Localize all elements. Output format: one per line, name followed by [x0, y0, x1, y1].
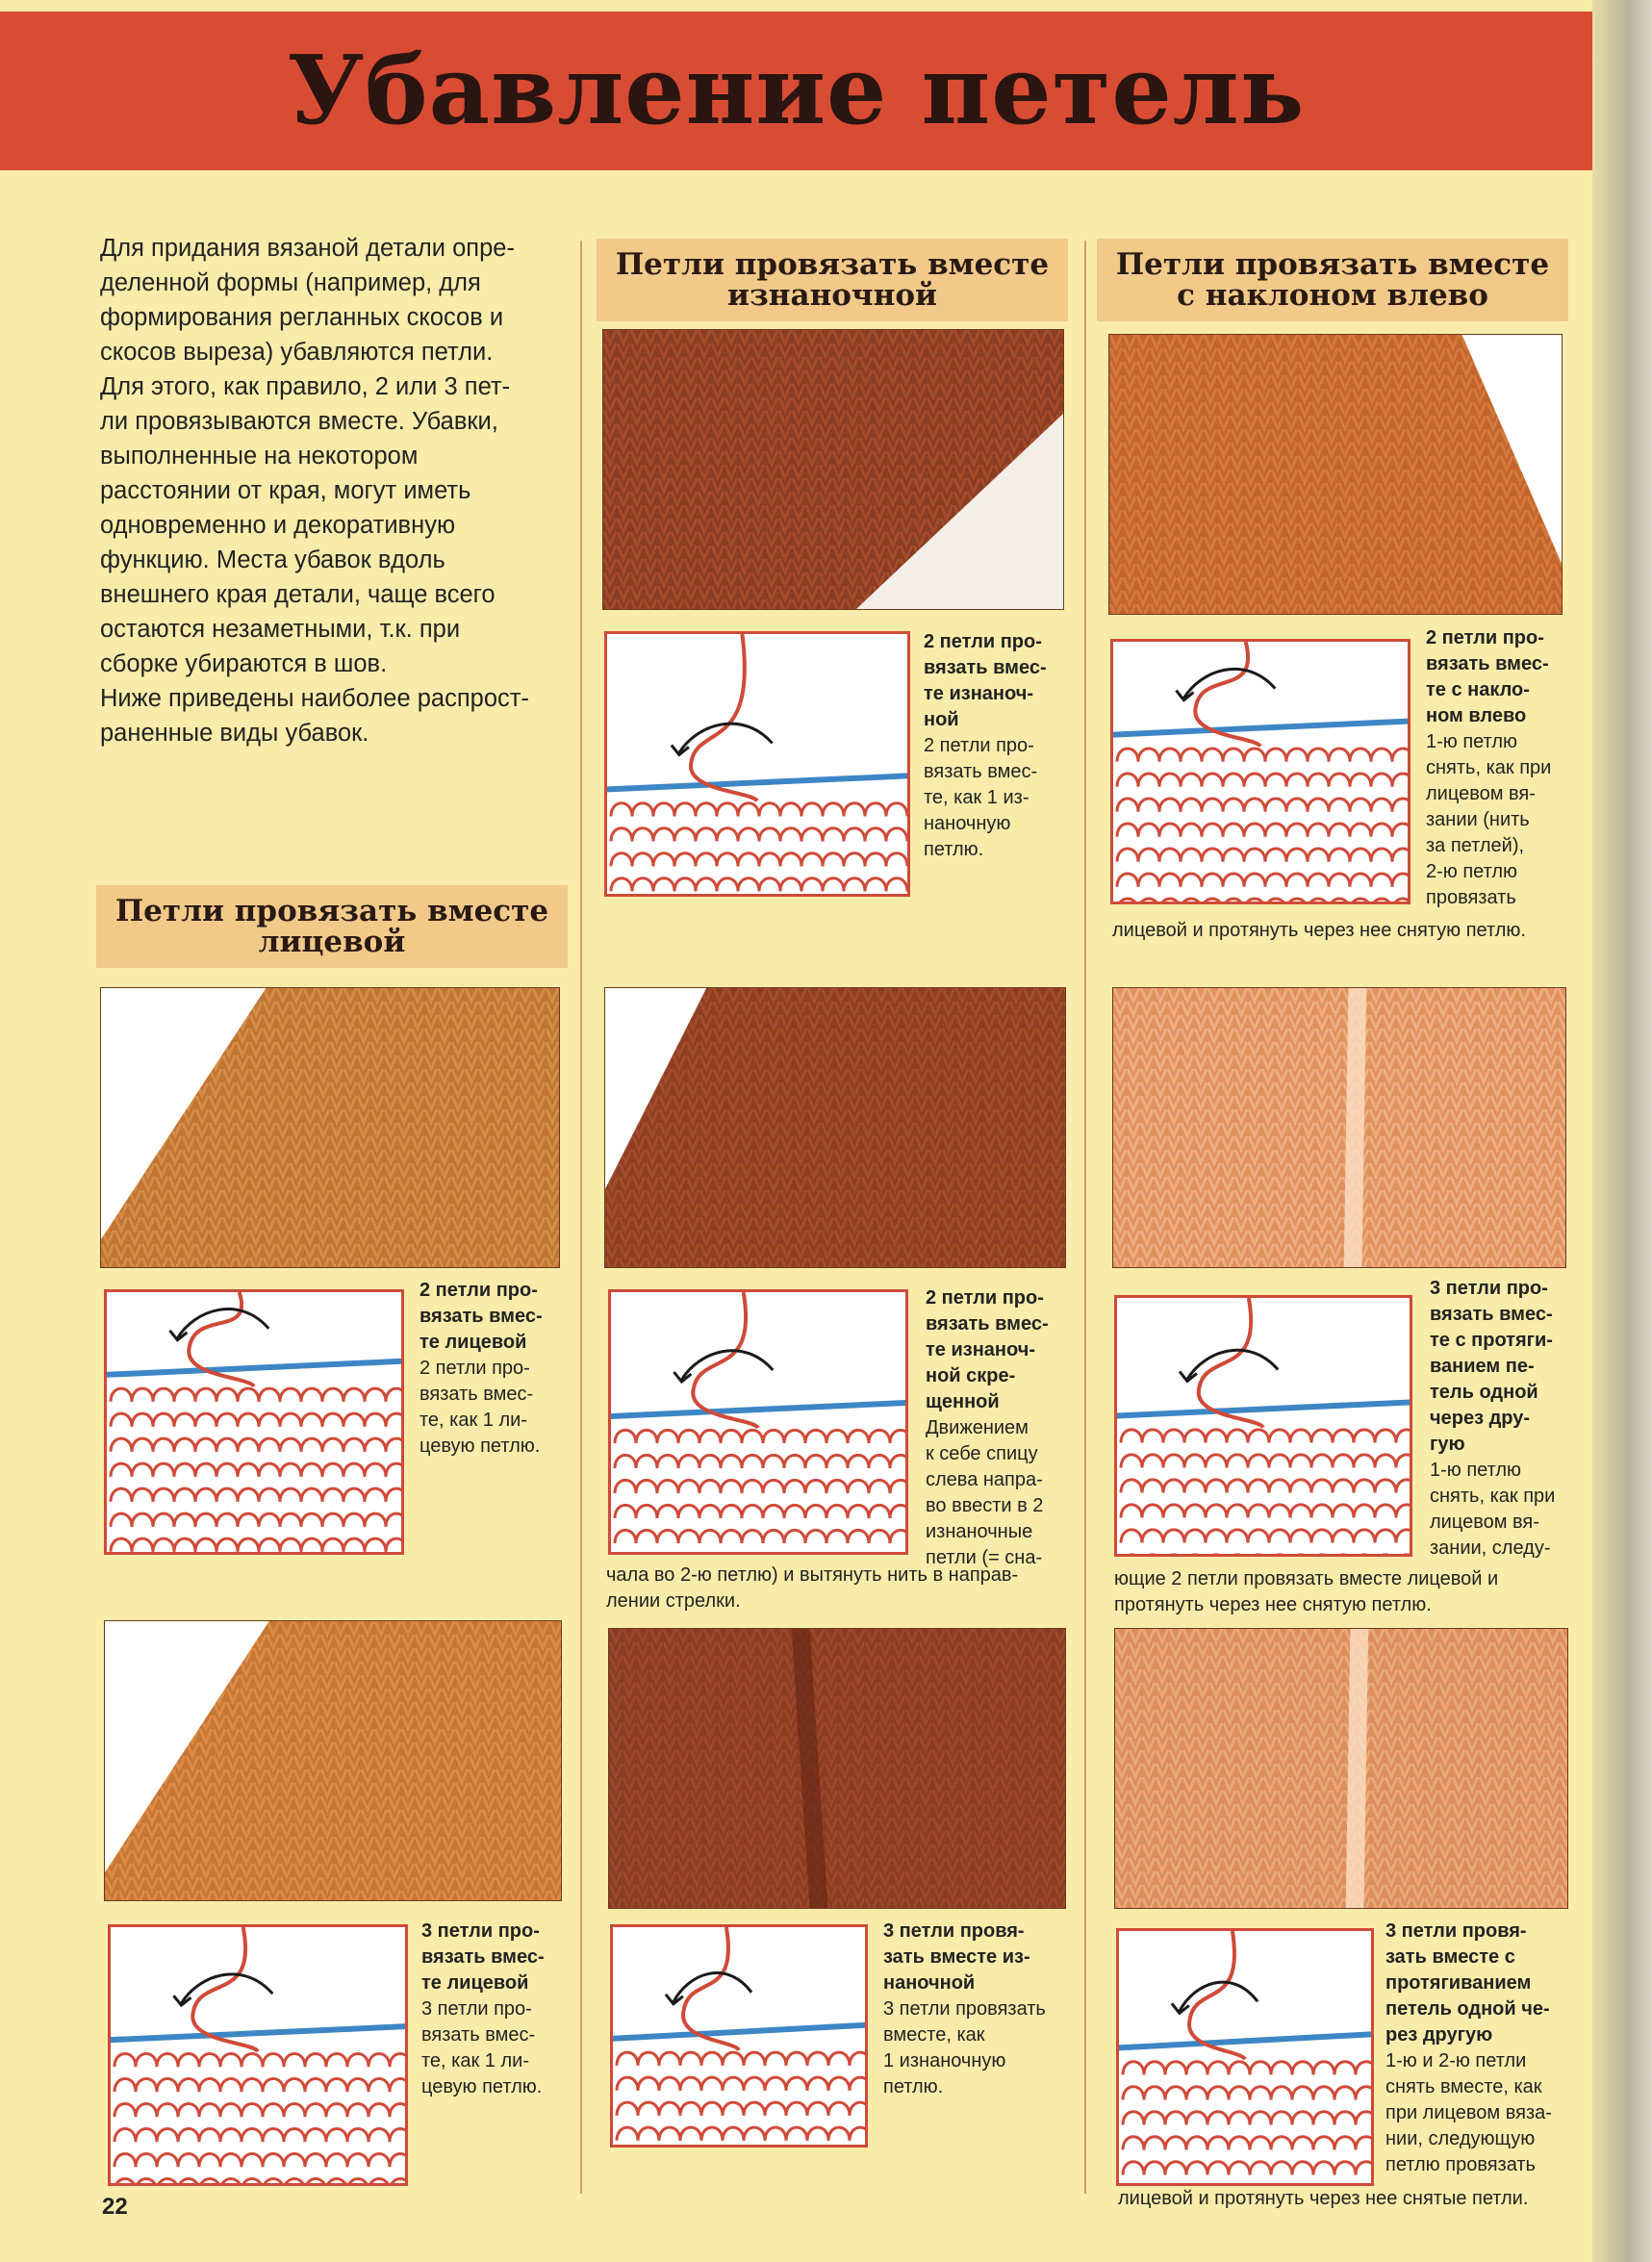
caption-title-line: протягиванием [1385, 1972, 1532, 1994]
caption-text-line: снять, как при [1430, 1486, 1556, 1507]
caption-text-line: петли (= сна- [926, 1547, 1043, 1568]
intro-line: функцию. Места убавок вдоль [100, 546, 445, 573]
diagram-purl2 [604, 631, 910, 897]
needle [111, 2026, 405, 2040]
caption-text-line: петлю. [924, 839, 984, 860]
caption-knit2 [419, 1278, 564, 1460]
caption-title-line: те изнаноч- [924, 683, 1033, 704]
caption-text-line: вместе, как [883, 2024, 985, 2046]
diagram-pull2 [1114, 1295, 1412, 1557]
knit-texture [1113, 988, 1565, 1267]
caption-title-line: 2 петли про- [924, 631, 1042, 652]
caption-text-line: во ввести в 2 [926, 1495, 1044, 1516]
intro-line: ли провязываются вместе. Убавки, [100, 408, 498, 435]
caption-text-line: 2 петли про- [419, 1358, 530, 1379]
caption-text-line: лении стрелки. [606, 1590, 741, 1612]
knit-texture [1115, 1629, 1567, 1908]
caption-title-line: вязать вмес- [1426, 653, 1549, 674]
caption-title-line: зать вместе с [1385, 1946, 1515, 1968]
caption-title-line: наночной [883, 1972, 976, 1994]
stitch-diagram-drawing [611, 1292, 905, 1552]
intro-line: выполненные на некотором [100, 443, 419, 470]
caption-purl3 [883, 1919, 1076, 2100]
caption-text-line: к себе спицу [926, 1443, 1038, 1464]
knit-photo-knit2 [100, 987, 560, 1268]
intro-line: остаются незаметными, т.к. при [100, 616, 461, 643]
intro-text [100, 231, 562, 750]
direction-arrow [1187, 1350, 1278, 1379]
caption-title-line: через дру- [1430, 1408, 1531, 1429]
page-edge [1592, 0, 1652, 2262]
knit-texture [603, 330, 1063, 609]
caption-title-line: 2 петли про- [1426, 627, 1544, 648]
caption-title-line: ной скре- [926, 1365, 1016, 1386]
caption-text-line: Движением [926, 1417, 1029, 1438]
knit-texture [609, 1629, 1065, 1908]
column-divider-1 [580, 241, 582, 2194]
needle [613, 2025, 865, 2039]
needle [1119, 2034, 1371, 2047]
caption-title-line: тель одной [1430, 1382, 1538, 1403]
caption-title-line: вязать вмес- [926, 1313, 1049, 1334]
caption-title-line: зать вместе из- [883, 1946, 1030, 1968]
caption-text-line: лицевом вя- [1426, 783, 1536, 804]
caption-text-line: протянуть через нее снятую петлю. [1114, 1594, 1432, 1615]
caption-title-line: 2 петли про- [926, 1287, 1044, 1309]
direction-arrow [681, 1351, 773, 1380]
direction-arrow [181, 1974, 272, 2003]
caption-text-line: петлю провязать [1385, 2154, 1536, 2175]
caption-title-line: вязать вмес- [419, 1306, 543, 1327]
needle [107, 1361, 401, 1375]
caption-left2 [1426, 625, 1570, 911]
caption-title-line: те изнаноч- [926, 1339, 1035, 1360]
header-purl [597, 239, 1068, 321]
caption-title-line: вязать вмес- [421, 1946, 545, 1968]
caption-text-line: 1 изнаночную [883, 2050, 1006, 2071]
intro-line: Для этого, как правило, 2 или 3 пет- [100, 373, 511, 400]
caption-pull2-ext [1114, 1566, 1576, 1618]
stitch-diagram-drawing [1119, 1931, 1371, 2183]
direction-arrow [1180, 1982, 1258, 2011]
caption-title-line: 2 петли про- [419, 1280, 538, 1301]
caption-title-line: гую [1430, 1434, 1465, 1455]
stitch-diagram-drawing [607, 634, 907, 894]
caption-title-line: ном влево [1426, 705, 1527, 726]
caption-text-line: вязать вмес- [924, 761, 1038, 782]
intro-line: деленной формы (например, для [100, 269, 481, 296]
caption-text-line: снять, как при [1426, 757, 1552, 778]
knit-photo-purl2x [604, 987, 1066, 1268]
caption-text-line: чала во 2-ю петлю) и вытянуть нить в направ- [606, 1564, 1019, 1586]
header-left-slant-text: Петли провязать вместе с наклоном влево [1115, 247, 1550, 313]
stitch-diagram-drawing [111, 1927, 405, 2183]
caption-left2-ext: лицевой и протянуть через нее снятую петлю. [1112, 920, 1526, 941]
stitch-diagram-drawing [1117, 1298, 1410, 1554]
intro-line: Для придания вязаной детали опре- [100, 235, 515, 262]
caption-text-line: зании, следу- [1430, 1538, 1551, 1559]
direction-arrow [674, 1973, 751, 2002]
caption-text-line: 3 петли про- [421, 1998, 532, 2020]
intro-line: скосов выреза) убавляются петли. [100, 339, 494, 366]
caption-text-line: при лицевом вяза- [1385, 2102, 1552, 2123]
caption-text-line: те, как 1 из- [924, 787, 1029, 808]
diagram-purl3 [610, 1924, 868, 2148]
caption-text-line: лицевом вя- [1430, 1512, 1539, 1533]
knit-texture [605, 988, 1065, 1267]
stitch-diagram-drawing [107, 1292, 401, 1552]
knit-photo-purl3 [608, 1628, 1066, 1909]
caption-text-line: вязать вмес- [421, 2024, 536, 2046]
intro-line: Ниже приведены наиболее распрост- [100, 685, 529, 712]
diagram-knit3 [108, 1924, 408, 2186]
diagram-pull3 [1116, 1928, 1374, 2186]
caption-title-line: вязать вмес- [924, 657, 1047, 678]
caption-title-line: ванием пе- [1430, 1356, 1535, 1377]
caption-title-line: щенной [926, 1391, 1000, 1412]
caption-text-line: 1-ю петлю [1430, 1460, 1522, 1481]
caption-text-line: 1-ю петлю [1426, 731, 1518, 752]
header-left-slant [1097, 239, 1568, 321]
knit-photo-pull2 [1112, 987, 1566, 1268]
intro-line: расстоянии от края, могут иметь [100, 477, 471, 504]
caption-title-line: 3 петли про- [1430, 1278, 1548, 1299]
caption-title-line: 3 петли провя- [1385, 1920, 1527, 1942]
caption-title-line: вязать вмес- [1430, 1304, 1553, 1325]
caption-text-line: провязать [1426, 887, 1516, 908]
caption-pull3-ext: лицевой и протянуть через нее снятые петли. [1118, 2188, 1529, 2209]
direction-arrow [1183, 669, 1275, 698]
intro-line: одновременно и декоративную [100, 512, 456, 539]
caption-text-line: вязать вмес- [419, 1384, 534, 1405]
knit-texture [1109, 335, 1562, 614]
caption-text-line: слева напра- [926, 1469, 1043, 1490]
caption-text-line: за петлей), [1426, 835, 1525, 856]
caption-purl2x-ext [606, 1563, 1068, 1614]
caption-text-line: наночную [924, 813, 1011, 834]
knit-photo-pull3 [1114, 1628, 1568, 1909]
intro-line: раненные виды убавок. [100, 720, 369, 747]
page-title: Убавление петель [287, 36, 1306, 146]
caption-purl2x [926, 1285, 1070, 1571]
caption-text-line: снять вместе, как [1385, 2076, 1542, 2097]
knit-texture [101, 988, 559, 1267]
needle [607, 775, 907, 789]
caption-pull3 [1385, 1919, 1578, 2178]
knit-texture [105, 1621, 561, 1900]
caption-text-line: 2 петли про- [924, 735, 1034, 756]
caption-title-line: те с накло- [1426, 679, 1530, 700]
caption-text-line: зании (нить [1426, 809, 1530, 830]
caption-text-line: 1-ю и 2-ю петли [1385, 2050, 1527, 2071]
caption-pull2 [1430, 1276, 1574, 1562]
caption-text-line: 2-ю петлю [1426, 861, 1518, 882]
needle [1117, 1402, 1410, 1415]
caption-title-line: ной [924, 709, 959, 730]
column-divider-2 [1084, 241, 1086, 2194]
intro-line: формирования регланных скосов и [100, 304, 504, 331]
diagram-knit2 [104, 1289, 404, 1555]
caption-text-line: ющие 2 петли провязать вместе лицевой и [1114, 1568, 1499, 1589]
caption-title-line: 3 петли провя- [883, 1920, 1025, 1942]
header-knit [96, 885, 568, 968]
knit-photo-knit3 [104, 1620, 562, 1901]
intro-line: сборке убираются в шов. [100, 650, 388, 677]
caption-text-line: цевую петлю. [421, 2076, 543, 2097]
caption-text-line: те, как 1 ли- [421, 2050, 529, 2071]
caption-text-line: цевую петлю. [419, 1436, 541, 1457]
caption-purl2 [924, 629, 1068, 863]
header-purl-text: Петли провязать вместе изнаночной [615, 247, 1050, 313]
knit-photo-left2 [1108, 334, 1563, 615]
caption-title-line: те лицевой [419, 1332, 527, 1353]
diagram-left2 [1110, 639, 1411, 904]
knit-photo-purl2 [602, 329, 1064, 610]
page-number: 22 [102, 2194, 128, 2220]
caption-text-line: 3 петли провязать [883, 1998, 1046, 2020]
stitch-diagram-drawing [613, 1927, 865, 2145]
caption-title-line: те с протяги- [1430, 1330, 1553, 1351]
caption-title-line: 3 петли про- [421, 1920, 540, 1942]
caption-title-line: рез другую [1385, 2024, 1493, 2046]
needle [1113, 722, 1408, 735]
caption-text-line: нии, следующую [1385, 2128, 1536, 2149]
caption-text-line: петлю. [883, 2076, 944, 2097]
intro-line: внешнего края детали, чаще всего [100, 581, 496, 608]
needle [611, 1403, 905, 1416]
caption-knit3 [421, 1919, 566, 2100]
caption-title-line: петель одной че- [1385, 1998, 1550, 2020]
stitch-diagram-drawing [1113, 642, 1408, 902]
caption-text-line: те, как 1 ли- [419, 1410, 527, 1431]
caption-title-line: те лицевой [421, 1972, 529, 1994]
caption-text-line: изнаночные [926, 1521, 1033, 1542]
diagram-purl2x [608, 1289, 908, 1555]
header-knit-text: Петли провязать вместе лицевой [114, 894, 549, 959]
